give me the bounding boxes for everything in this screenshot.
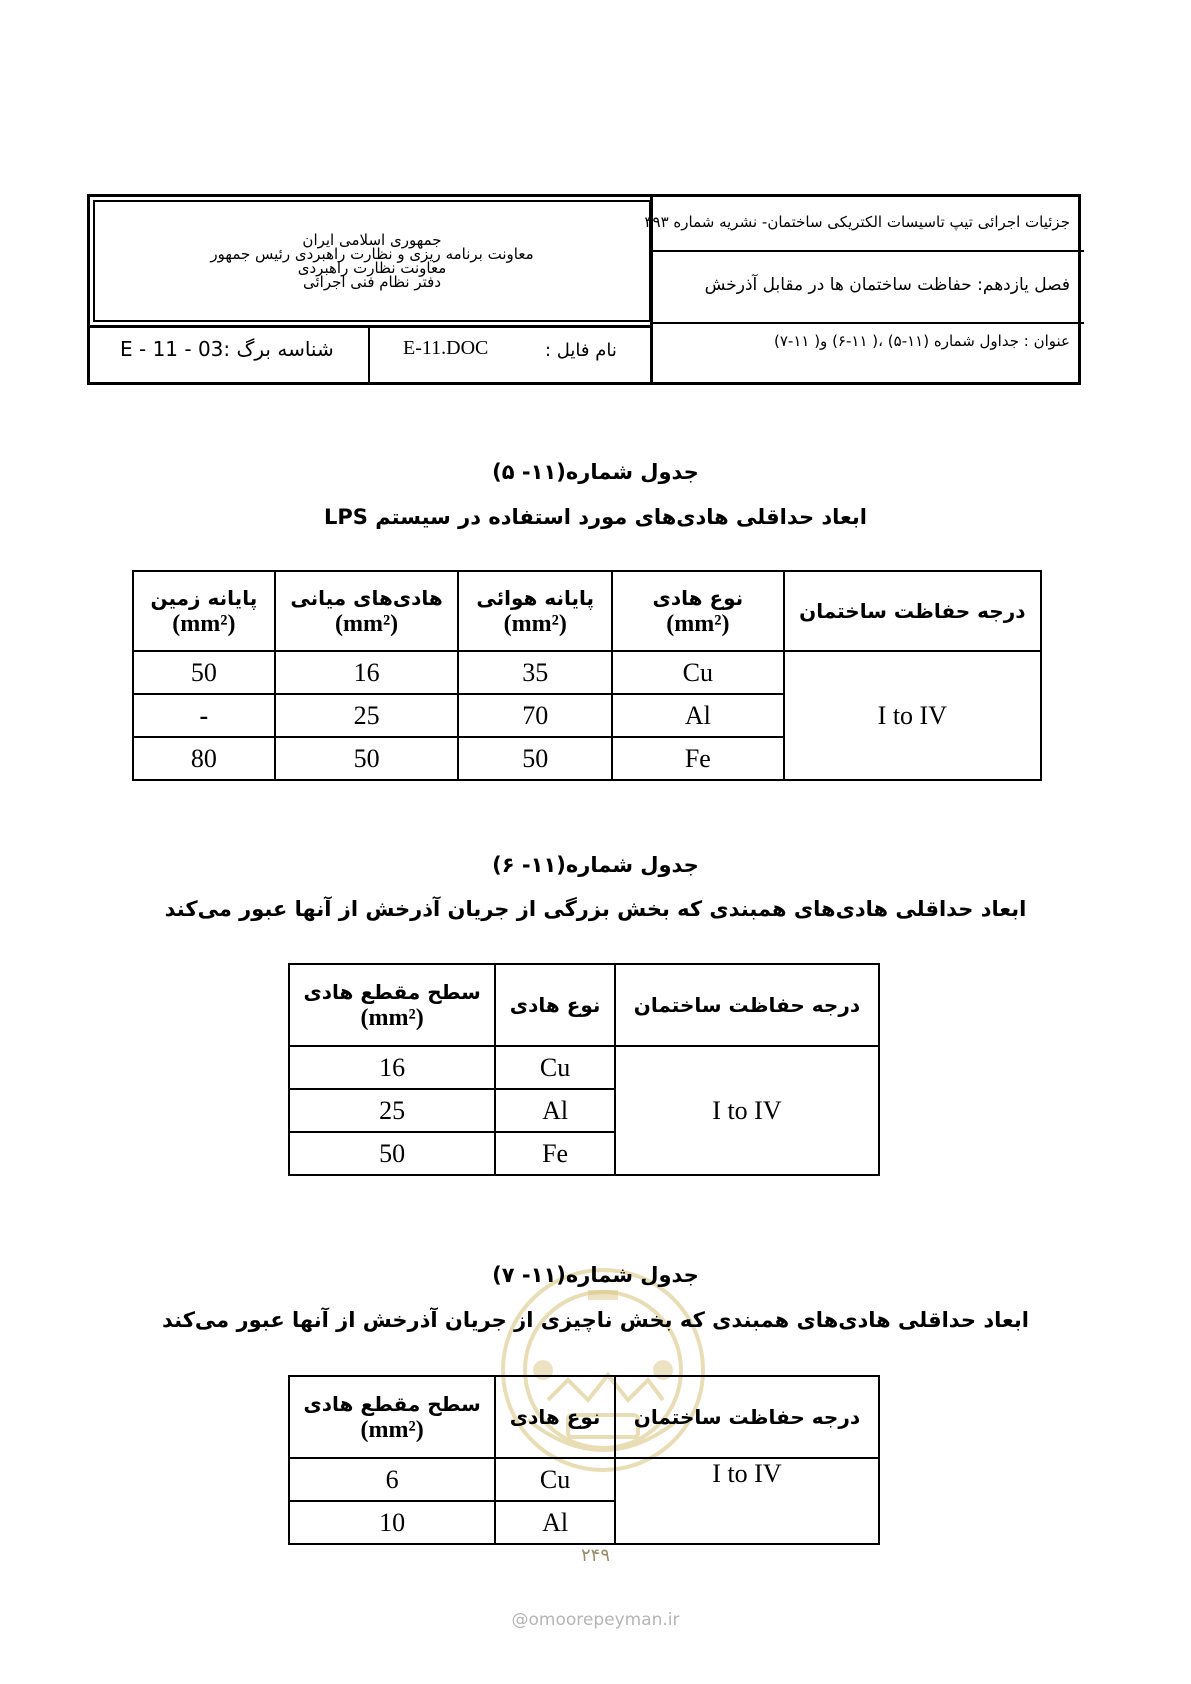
publication-title: جزئیات اجرائی تیپ تاسیسات الکتریکی ساختمان- نشریه شماره ۳۹۳	[644, 213, 1070, 231]
value-cell: 50	[133, 651, 275, 694]
conductor-cell: Fe	[612, 737, 784, 780]
header-divider	[90, 325, 650, 328]
header-label: پایانه زمین	[150, 586, 258, 610]
table-6-number: جدول شماره(۱۱- ۶)	[492, 853, 699, 877]
value-cell: 35	[458, 651, 612, 694]
table-header-cell	[784, 571, 1041, 651]
value-cell: 16	[275, 651, 459, 694]
table-6-description: ابعاد حداقلی هادی‌های همبندی که بخش بزرگی از جریان آذرخش از آنها عبور می‌کند	[164, 897, 1027, 921]
org-line: جمهوری اسلامی ایران	[302, 231, 442, 249]
header-divider	[368, 328, 370, 382]
conductor-cell: Al	[495, 1089, 615, 1132]
header-label: درجه حفاظت ساختمان	[633, 993, 861, 1017]
org-line: معاونت برنامه ریزی و نظارت راهبردی رئیس جمهور	[210, 245, 534, 263]
sheet-id: E - 11 - 03: شناسه برگ	[120, 337, 334, 361]
conductor-cell: Al	[612, 694, 784, 737]
table-header-cell	[495, 964, 615, 1046]
conductor-cell: Fe	[495, 1132, 615, 1175]
table-7	[288, 1375, 880, 1545]
org-line: معاونت نظارت راهبردی	[297, 259, 447, 277]
protection-class-cell: I to IV	[615, 1046, 879, 1175]
chapter-title: فصل یازدهم: حفاظت ساختمان ها در مقابل آذرخش	[704, 275, 1070, 295]
table-header-cell	[289, 964, 495, 1046]
table-header-cell	[458, 571, 612, 651]
table-header-cell	[289, 1376, 495, 1458]
protection-class-cell: I to IV	[615, 1458, 879, 1544]
table-header-cell	[612, 571, 784, 651]
value-cell: 25	[275, 694, 459, 737]
table-row	[289, 1046, 879, 1089]
header-label: نوع هادی	[509, 993, 601, 1017]
table-row	[289, 1458, 879, 1501]
organization-block	[93, 200, 651, 322]
value-cell: 50	[289, 1132, 495, 1175]
header-label: سطح مقطع هادی	[303, 1392, 481, 1416]
file-name-value: E-11.DOC	[403, 337, 489, 359]
header-divider	[653, 322, 1084, 324]
value-cell: 50	[275, 737, 459, 780]
value-cell: 10	[289, 1501, 495, 1544]
table-7-number: جدول شماره(۱۱- ۷)	[492, 1263, 699, 1287]
conductor-cell: Cu	[495, 1046, 615, 1089]
header-unit: (mm²)	[172, 611, 236, 637]
header-divider	[653, 250, 1084, 252]
file-name-label: نام فایل :	[545, 340, 617, 361]
table-header-cell	[495, 1376, 615, 1458]
page-number: ۲۴۹	[580, 1545, 610, 1566]
site-watermark-url: @omoorepeyman.ir	[511, 1610, 680, 1630]
table-6	[288, 963, 880, 1176]
header-label: درجه حفاظت ساختمان	[633, 1405, 861, 1429]
value-cell: 70	[458, 694, 612, 737]
table-header-cell	[615, 1376, 879, 1458]
header-unit: (mm²)	[360, 1005, 424, 1031]
value-cell: 80	[133, 737, 275, 780]
value-cell: 25	[289, 1089, 495, 1132]
org-line: دفتر نظام فنی اجرائی	[302, 273, 442, 291]
header-label: درجه حفاظت ساختمان	[799, 599, 1026, 623]
conductor-cell: Cu	[612, 651, 784, 694]
subject-title: عنوان : جداول شماره (۱۱-۵) ،( ۱۱-۶) و( ۱۱-۷)	[773, 332, 1070, 350]
table-7-description: ابعاد حداقلی هادی‌های همبندی که بخش ناچیزی از جریان آذرخش از آنها عبور می‌کند	[162, 1308, 1029, 1332]
value-cell: 16	[289, 1046, 495, 1089]
value-cell: 50	[458, 737, 612, 780]
header-label: پایانه هوائی	[476, 586, 595, 610]
table-row	[133, 651, 1041, 694]
header-label: نوع هادی	[652, 586, 744, 610]
table-header-cell	[133, 571, 275, 651]
header-unit: (mm²)	[360, 1417, 424, 1443]
value-cell: 6	[289, 1458, 495, 1501]
table-5-description: ابعاد حداقلی هادی‌های مورد استفاده در سیستم LPS	[323, 505, 867, 529]
header-unit: (mm²)	[503, 611, 567, 637]
protection-class-cell: I to IV	[784, 651, 1041, 780]
value-cell: -	[133, 694, 275, 737]
header-unit: (mm²)	[666, 611, 730, 637]
conductor-cell: Al	[495, 1501, 615, 1544]
table-5	[132, 570, 1042, 781]
conductor-cell: Cu	[495, 1458, 615, 1501]
header-unit: (mm²)	[334, 611, 399, 637]
header-label: هادی‌های میانی	[290, 586, 443, 610]
table-header-cell	[275, 571, 459, 651]
document-header	[87, 194, 1081, 385]
table-header-cell	[615, 964, 879, 1046]
header-label: نوع هادی	[509, 1405, 601, 1429]
header-label: سطح مقطع هادی	[303, 980, 481, 1004]
table-5-number: جدول شماره(۱۱- ۵)	[492, 460, 699, 484]
